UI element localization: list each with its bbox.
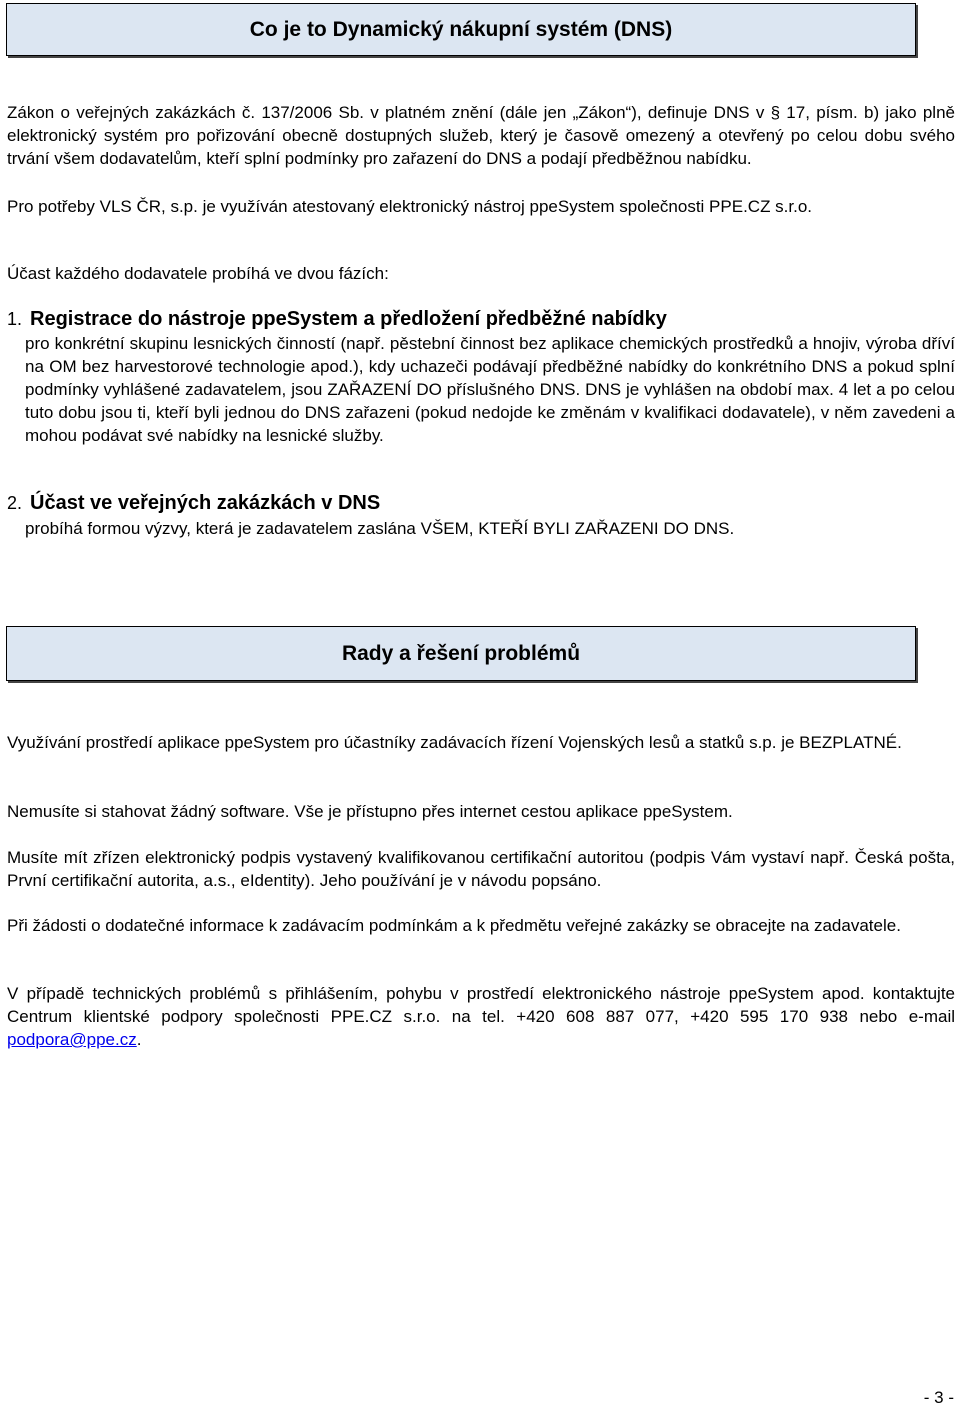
page-number: - 3 - xyxy=(923,1388,954,1407)
support-text-end: . xyxy=(136,1030,142,1049)
tip-tech-support xyxy=(7,982,955,1051)
tip-no-software: Nemusíte si stahovat žádný software. Vše je přístupno přes internet cestou aplikace ppeSystem. xyxy=(7,802,733,821)
heading-text: Co je to Dynamický nákupní systém (DNS) xyxy=(249,17,673,41)
phase1-heading xyxy=(7,308,667,331)
phase2-title: Účast ve veřejných zakázkách v DNS xyxy=(30,492,381,514)
tip-e-signature: Musíte mít zřízen elektronický podpis vystavený kvalifikovanou certifikační autoritou (podpis Vám vystaví např. Česká pošta, První certifikační autorita, a.s., eIdentity). Jeho používání je v návodu popsáno. xyxy=(7,848,955,890)
intro-tool-paragraph: Pro potřeby VLS ČR, s.p. je využíván atestovaný elektronický nástroj ppeSystem společnosti PPE.CZ s.r.o. xyxy=(7,197,813,216)
section-heading-dns xyxy=(6,3,916,56)
phase2-number: 2. xyxy=(7,493,23,513)
tip-free-usage: Využívání prostředí aplikace ppeSystem pro účastníky zadávacích řízení Vojenských lesů a statků s.p. je BEZPLATNÉ. xyxy=(7,733,902,752)
tip-additional-info: Při žádosti o dodatečné informace k zadávacím podmínkám a k předmětu veřejné zakázky se obracejte na zadavatele. xyxy=(7,916,901,935)
section-heading-tips xyxy=(6,626,916,681)
phase2-heading xyxy=(7,492,380,515)
intro-paragraph: Zákon o veřejných zakázkách č. 137/2006 Sb. v platném znění (dále jen „Zákon“), definuje DNS v § 17, písm. b) jako plně elektronický systém pro pořizování obecně dostupných služeb, který je časově omezený a otevřený po celou dobu svého trvání všem dodavatelům, kteří splní podmínky pro zařazení do DNS a podají předběžnou nabídku. xyxy=(7,103,955,168)
phase1-title: Registrace do nástroje ppeSystem a předložení předběžné nabídky xyxy=(30,308,667,330)
phases-intro: Účast každého dodavatele probíhá ve dvou fázích: xyxy=(7,264,389,283)
phase1-text: pro konkrétní skupinu lesnických činností (např. pěstební činnost bez aplikace chemických prostředků a hnojiv, výroba dříví na OM bez harvestorové technologie apod.), kdy uchazeči podávají předběžné nabídky do konkrétního DNS a pokud splní podmínky vyhlášené zadavatelem, jsou ZAŘAZENÍ DO příslušného DNS. DNS je vyhlášen na období max. 4 let a po celou tuto dobu jsou ti, kteří byli jednou do DNS zařazeni (pokud nedojde ke změnám v kvalifikaci dodavatele), v něm zavedeni a mohou podávat své nabídky na lesnické služby. xyxy=(25,334,955,445)
phase1-number: 1. xyxy=(7,309,23,329)
phase2-text: probíhá formou výzvy, která je zadavatelem zaslána VŠEM, KTEŘÍ BYLI ZAŘAZENI DO DNS. xyxy=(25,519,735,538)
support-text: V případě technických problémů s přihlášením, pohybu v prostředí elektronického nástroje ppeSystem apod. kontaktujte Centrum klientské podpory společnosti PPE.CZ s.r.o. na tel. +420 608 887 077, +420 595 170 938 nebo e-mail xyxy=(7,984,955,1026)
heading-text: Rady a řešení problémů xyxy=(341,641,581,665)
support-email-link[interactable]: podpora@ppe.cz xyxy=(7,1030,137,1049)
